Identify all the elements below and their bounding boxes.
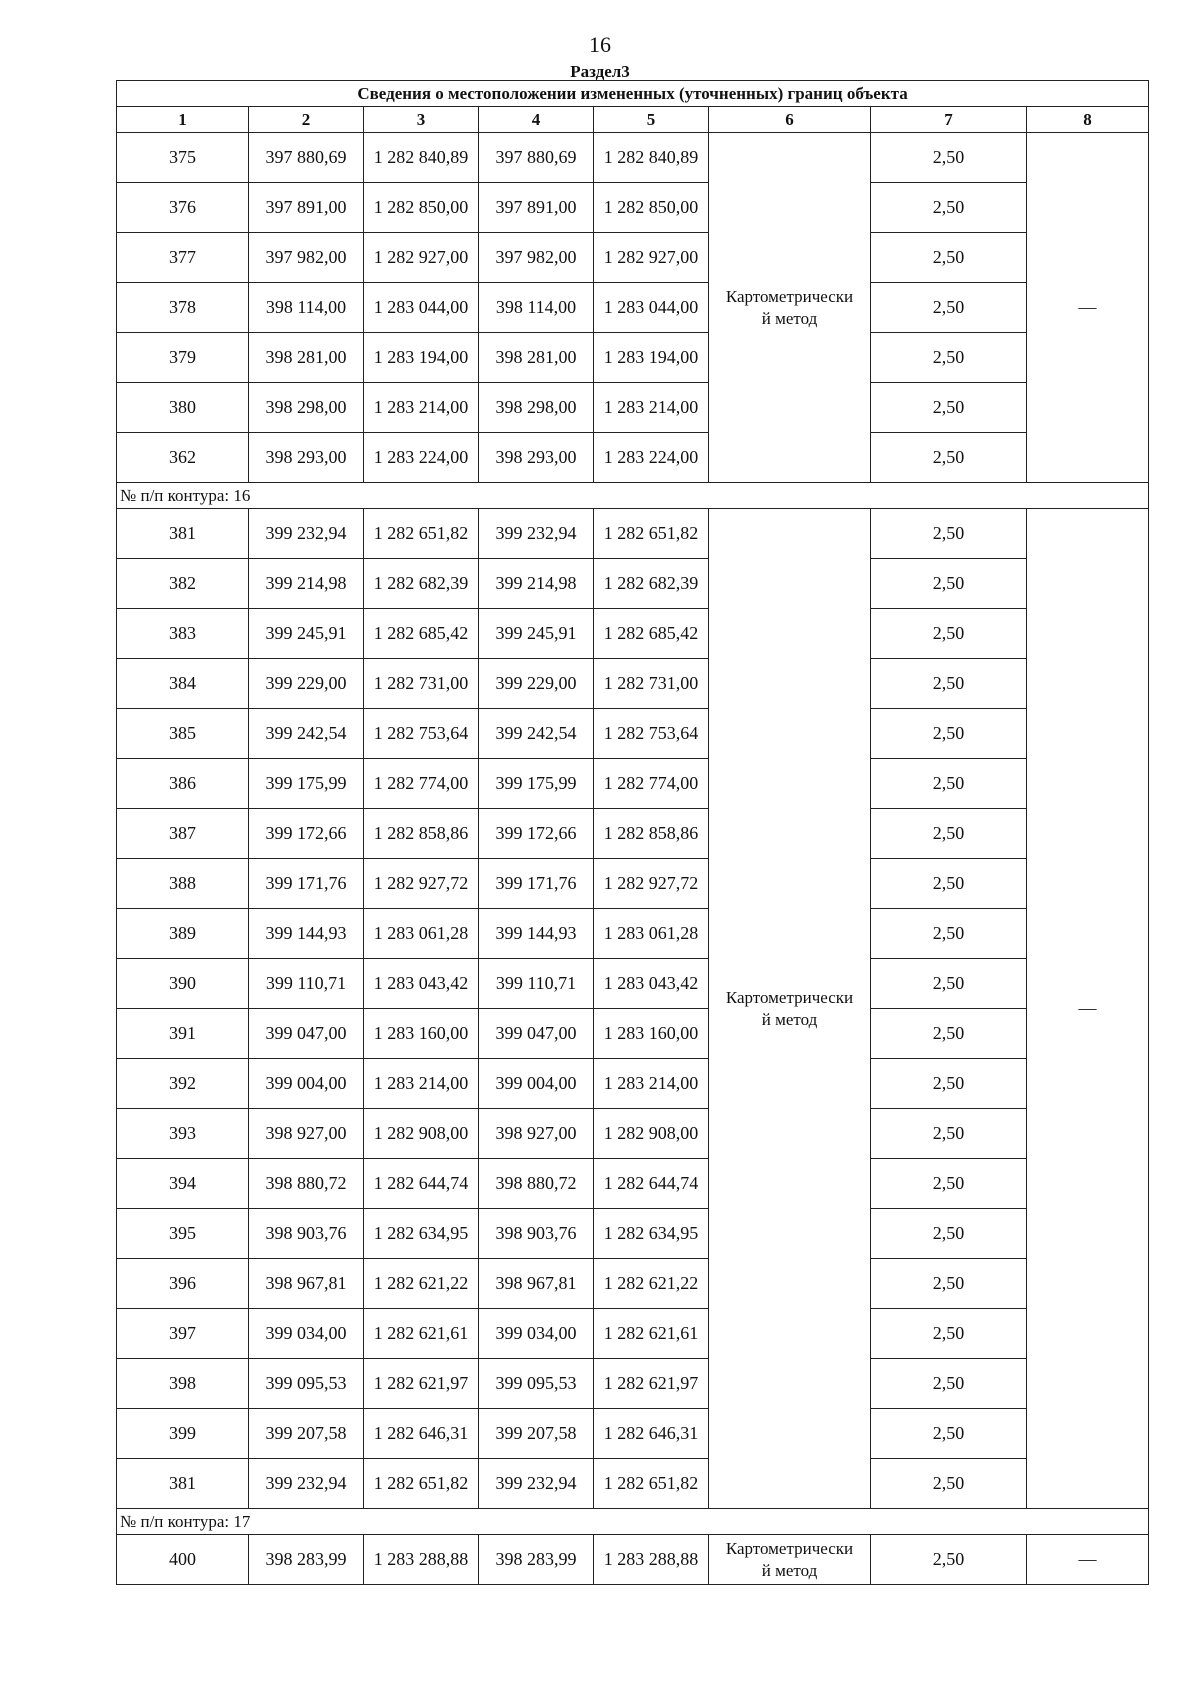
method-line: й метод <box>761 308 818 328</box>
column-number: 8 <box>1027 107 1149 133</box>
y-new: 1 283 194,00 <box>594 333 709 383</box>
point-number: 379 <box>117 333 249 383</box>
point-number: 376 <box>117 183 249 233</box>
point-number: 375 <box>117 133 249 183</box>
point-number: 362 <box>117 433 249 483</box>
point-number: 378 <box>117 283 249 333</box>
point-number: 399 <box>117 1409 249 1459</box>
x-existing: 399 175,99 <box>249 759 364 809</box>
y-new: 1 282 858,86 <box>594 809 709 859</box>
table-row <box>117 809 1149 859</box>
contour-label: № п/п контура: 16 <box>117 483 1149 509</box>
accuracy: 2,50 <box>871 1535 1027 1585</box>
x-new: 399 047,00 <box>479 1009 594 1059</box>
y-existing: 1 282 682,39 <box>364 559 479 609</box>
table-row <box>117 283 1149 333</box>
table-row <box>117 909 1149 959</box>
table-row <box>117 433 1149 483</box>
y-new: 1 282 646,31 <box>594 1409 709 1459</box>
table-row <box>117 1409 1149 1459</box>
x-existing: 398 880,72 <box>249 1159 364 1209</box>
x-new: 399 144,93 <box>479 909 594 959</box>
point-number: 394 <box>117 1159 249 1209</box>
y-existing: 1 282 774,00 <box>364 759 479 809</box>
column-number: 3 <box>364 107 479 133</box>
accuracy: 2,50 <box>871 1159 1027 1209</box>
y-new: 1 282 651,82 <box>594 509 709 559</box>
x-existing: 398 281,00 <box>249 333 364 383</box>
method-line: Картометрически <box>725 286 854 306</box>
x-new: 397 880,69 <box>479 133 594 183</box>
y-new: 1 282 621,97 <box>594 1359 709 1409</box>
x-existing: 397 880,69 <box>249 133 364 183</box>
x-existing: 397 891,00 <box>249 183 364 233</box>
x-existing: 399 242,54 <box>249 709 364 759</box>
y-new: 1 282 685,42 <box>594 609 709 659</box>
point-number: 396 <box>117 1259 249 1309</box>
y-existing: 1 282 753,64 <box>364 709 479 759</box>
y-existing: 1 282 621,61 <box>364 1309 479 1359</box>
point-number: 382 <box>117 559 249 609</box>
accuracy: 2,50 <box>871 283 1027 333</box>
y-existing: 1 282 644,74 <box>364 1159 479 1209</box>
x-new: 399 110,71 <box>479 959 594 1009</box>
table-row <box>117 1109 1149 1159</box>
table-row <box>117 1159 1149 1209</box>
accuracy: 2,50 <box>871 709 1027 759</box>
y-existing: 1 282 858,86 <box>364 809 479 859</box>
y-existing: 1 282 927,72 <box>364 859 479 909</box>
x-existing: 398 114,00 <box>249 283 364 333</box>
y-existing: 1 282 731,00 <box>364 659 479 709</box>
table-row <box>117 1009 1149 1059</box>
point-number: 388 <box>117 859 249 909</box>
y-existing: 1 283 214,00 <box>364 1059 479 1109</box>
y-new: 1 283 288,88 <box>594 1535 709 1585</box>
y-existing: 1 282 908,00 <box>364 1109 479 1159</box>
x-existing: 399 232,94 <box>249 1459 364 1509</box>
y-existing: 1 282 651,82 <box>364 509 479 559</box>
y-new: 1 282 644,74 <box>594 1159 709 1209</box>
accuracy: 2,50 <box>871 959 1027 1009</box>
x-new: 399 242,54 <box>479 709 594 759</box>
table-body <box>117 133 1149 1585</box>
y-existing: 1 282 840,89 <box>364 133 479 183</box>
table-row <box>117 1309 1149 1359</box>
contour-row <box>117 483 1149 509</box>
method-cell <box>709 509 871 1509</box>
y-existing: 1 282 634,95 <box>364 1209 479 1259</box>
x-new: 398 880,72 <box>479 1159 594 1209</box>
y-new: 1 282 634,95 <box>594 1209 709 1259</box>
y-new: 1 282 908,00 <box>594 1109 709 1159</box>
x-existing: 399 047,00 <box>249 1009 364 1059</box>
coordinates-table <box>116 80 1149 1585</box>
accuracy: 2,50 <box>871 509 1027 559</box>
point-number: 389 <box>117 909 249 959</box>
y-new: 1 283 044,00 <box>594 283 709 333</box>
x-new: 399 245,91 <box>479 609 594 659</box>
column-number: 4 <box>479 107 594 133</box>
accuracy: 2,50 <box>871 1309 1027 1359</box>
column-number: 5 <box>594 107 709 133</box>
method-line: Картометрически <box>725 1538 854 1558</box>
y-new: 1 282 927,00 <box>594 233 709 283</box>
y-new: 1 282 731,00 <box>594 659 709 709</box>
point-number: 397 <box>117 1309 249 1359</box>
x-existing: 399 004,00 <box>249 1059 364 1109</box>
y-existing: 1 282 651,82 <box>364 1459 479 1509</box>
accuracy: 2,50 <box>871 333 1027 383</box>
accuracy: 2,50 <box>871 659 1027 709</box>
x-new: 398 967,81 <box>479 1259 594 1309</box>
x-existing: 399 034,00 <box>249 1309 364 1359</box>
point-number: 400 <box>117 1535 249 1585</box>
x-new: 399 034,00 <box>479 1309 594 1359</box>
x-new: 398 114,00 <box>479 283 594 333</box>
x-existing: 399 207,58 <box>249 1409 364 1459</box>
point-number: 392 <box>117 1059 249 1109</box>
y-existing: 1 282 621,97 <box>364 1359 479 1409</box>
y-existing: 1 282 646,31 <box>364 1409 479 1459</box>
y-existing: 1 283 160,00 <box>364 1009 479 1059</box>
table-row <box>117 133 1149 183</box>
table-row <box>117 1459 1149 1509</box>
table-row <box>117 609 1149 659</box>
column-number: 7 <box>871 107 1027 133</box>
section-title: Раздел3 <box>570 62 630 81</box>
table-row <box>117 759 1149 809</box>
x-new: 398 298,00 <box>479 383 594 433</box>
x-new: 397 891,00 <box>479 183 594 233</box>
x-new: 398 927,00 <box>479 1109 594 1159</box>
x-existing: 398 927,00 <box>249 1109 364 1159</box>
method-line: й метод <box>761 1009 818 1029</box>
y-existing: 1 283 224,00 <box>364 433 479 483</box>
accuracy: 2,50 <box>871 383 1027 433</box>
x-new: 399 229,00 <box>479 659 594 709</box>
x-existing: 398 298,00 <box>249 383 364 433</box>
y-existing: 1 283 194,00 <box>364 333 479 383</box>
y-existing: 1 283 044,00 <box>364 283 479 333</box>
x-new: 398 283,99 <box>479 1535 594 1585</box>
point-number: 381 <box>117 509 249 559</box>
y-new: 1 283 160,00 <box>594 1009 709 1059</box>
table-row <box>117 1535 1149 1585</box>
accuracy: 2,50 <box>871 1109 1027 1159</box>
x-new: 399 004,00 <box>479 1059 594 1109</box>
point-number: 386 <box>117 759 249 809</box>
y-existing: 1 282 685,42 <box>364 609 479 659</box>
x-existing: 399 110,71 <box>249 959 364 1009</box>
method-line: Картометрически <box>725 987 854 1007</box>
accuracy: 2,50 <box>871 559 1027 609</box>
accuracy: 2,50 <box>871 1409 1027 1459</box>
method-cell <box>709 133 871 483</box>
y-new: 1 282 927,72 <box>594 859 709 909</box>
accuracy: 2,50 <box>871 909 1027 959</box>
dash-cell: — <box>1027 133 1149 483</box>
column-number: 6 <box>709 107 871 133</box>
x-existing: 399 095,53 <box>249 1359 364 1409</box>
dash-cell: — <box>1027 1535 1149 1585</box>
y-new: 1 282 621,61 <box>594 1309 709 1359</box>
point-number: 377 <box>117 233 249 283</box>
x-existing: 399 229,00 <box>249 659 364 709</box>
point-number: 384 <box>117 659 249 709</box>
y-new: 1 283 214,00 <box>594 1059 709 1109</box>
accuracy: 2,50 <box>871 183 1027 233</box>
table-row <box>117 559 1149 609</box>
x-new: 399 172,66 <box>479 809 594 859</box>
table-row <box>117 709 1149 759</box>
x-existing: 398 293,00 <box>249 433 364 483</box>
point-number: 385 <box>117 709 249 759</box>
x-existing: 398 967,81 <box>249 1259 364 1309</box>
accuracy: 2,50 <box>871 859 1027 909</box>
x-existing: 398 283,99 <box>249 1535 364 1585</box>
accuracy: 2,50 <box>871 809 1027 859</box>
accuracy: 2,50 <box>871 609 1027 659</box>
table-row <box>117 383 1149 433</box>
x-new: 399 171,76 <box>479 859 594 909</box>
y-new: 1 282 682,39 <box>594 559 709 609</box>
x-existing: 399 245,91 <box>249 609 364 659</box>
accuracy: 2,50 <box>871 1359 1027 1409</box>
y-existing: 1 283 288,88 <box>364 1535 479 1585</box>
x-existing: 399 172,66 <box>249 809 364 859</box>
accuracy: 2,50 <box>871 233 1027 283</box>
y-existing: 1 283 043,42 <box>364 959 479 1009</box>
y-existing: 1 283 214,00 <box>364 383 479 433</box>
y-existing: 1 282 927,00 <box>364 233 479 283</box>
point-number: 393 <box>117 1109 249 1159</box>
point-number: 380 <box>117 383 249 433</box>
accuracy: 2,50 <box>871 759 1027 809</box>
y-new: 1 283 224,00 <box>594 433 709 483</box>
x-new: 397 982,00 <box>479 233 594 283</box>
table-row <box>117 233 1149 283</box>
x-new: 399 207,58 <box>479 1409 594 1459</box>
x-new: 399 175,99 <box>479 759 594 809</box>
table-row <box>117 509 1149 559</box>
accuracy: 2,50 <box>871 433 1027 483</box>
x-existing: 397 982,00 <box>249 233 364 283</box>
y-new: 1 282 753,64 <box>594 709 709 759</box>
table-row <box>117 859 1149 909</box>
y-new: 1 283 214,00 <box>594 383 709 433</box>
dash-cell: — <box>1027 509 1149 1509</box>
y-new: 1 282 774,00 <box>594 759 709 809</box>
x-existing: 399 232,94 <box>249 509 364 559</box>
table-row <box>117 659 1149 709</box>
accuracy: 2,50 <box>871 1259 1027 1309</box>
point-number: 398 <box>117 1359 249 1409</box>
table-row <box>117 1359 1149 1409</box>
table-row <box>117 1259 1149 1309</box>
x-existing: 398 903,76 <box>249 1209 364 1259</box>
y-new: 1 282 621,22 <box>594 1259 709 1309</box>
page-number: 16 <box>589 32 611 57</box>
x-new: 398 293,00 <box>479 433 594 483</box>
accuracy: 2,50 <box>871 1009 1027 1059</box>
table-row <box>117 183 1149 233</box>
column-number: 2 <box>249 107 364 133</box>
method-line: й метод <box>761 1560 818 1580</box>
accuracy: 2,50 <box>871 1209 1027 1259</box>
x-existing: 399 214,98 <box>249 559 364 609</box>
point-number: 381 <box>117 1459 249 1509</box>
point-number: 390 <box>117 959 249 1009</box>
point-number: 387 <box>117 809 249 859</box>
x-new: 399 095,53 <box>479 1359 594 1409</box>
y-new: 1 282 850,00 <box>594 183 709 233</box>
table-caption: Сведения о местоположении измененных (уточненных) границ объекта <box>117 81 1149 107</box>
table-row <box>117 1209 1149 1259</box>
x-existing: 399 171,76 <box>249 859 364 909</box>
point-number: 391 <box>117 1009 249 1059</box>
table-row <box>117 333 1149 383</box>
point-number: 383 <box>117 609 249 659</box>
table-row <box>117 959 1149 1009</box>
method-cell <box>709 1535 871 1585</box>
point-number: 395 <box>117 1209 249 1259</box>
y-existing: 1 282 850,00 <box>364 183 479 233</box>
y-new: 1 283 043,42 <box>594 959 709 1009</box>
contour-label: № п/п контура: 17 <box>117 1509 1149 1535</box>
accuracy: 2,50 <box>871 1059 1027 1109</box>
contour-row <box>117 1509 1149 1535</box>
table-row <box>117 1059 1149 1109</box>
x-new: 398 281,00 <box>479 333 594 383</box>
column-number: 1 <box>117 107 249 133</box>
y-new: 1 282 840,89 <box>594 133 709 183</box>
y-existing: 1 283 061,28 <box>364 909 479 959</box>
accuracy: 2,50 <box>871 133 1027 183</box>
y-new: 1 283 061,28 <box>594 909 709 959</box>
accuracy: 2,50 <box>871 1459 1027 1509</box>
x-new: 398 903,76 <box>479 1209 594 1259</box>
y-existing: 1 282 621,22 <box>364 1259 479 1309</box>
x-new: 399 214,98 <box>479 559 594 609</box>
x-existing: 399 144,93 <box>249 909 364 959</box>
x-new: 399 232,94 <box>479 509 594 559</box>
x-new: 399 232,94 <box>479 1459 594 1509</box>
y-new: 1 282 651,82 <box>594 1459 709 1509</box>
